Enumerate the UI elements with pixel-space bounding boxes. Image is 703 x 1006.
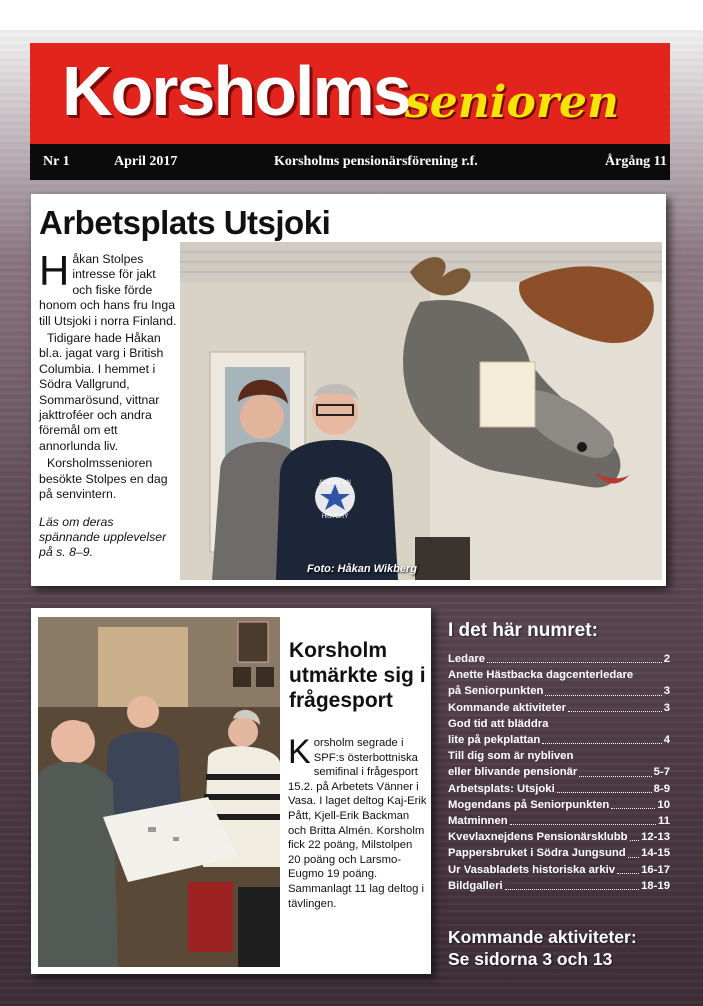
- feature-dropcap: H: [39, 247, 70, 294]
- upcoming-activities-note: [448, 926, 678, 970]
- toc-item[interactable]: på Seniorpunkten 3: [448, 685, 670, 698]
- toc-item[interactable]: Pappersbruket i Södra Jungsund 14-15: [448, 847, 670, 860]
- shirt-text-bottom: HISTORY: [321, 514, 349, 520]
- quiz-title: Korsholm utmärkte sig i frågesport: [289, 639, 426, 712]
- issue-info-bar: [30, 144, 670, 180]
- quiz-dropcap: K: [288, 733, 311, 771]
- toc-item[interactable]: Matminnen 11: [448, 815, 670, 828]
- issue-date: April 2017: [114, 154, 178, 169]
- masthead-subtitle: senioren: [405, 77, 619, 128]
- feature-paragraph-3: Korsholmssenioren besökte Stolpes en dag på senvintern.: [39, 456, 168, 502]
- quiz-body: orsholm segrade i SPF:s österbottniska semifinal i frågesport 15.2. på Arbetets Vänner i Vasa. I laget deltog Kaj-Erik Pått, Kjell-Erik Backman och Britta Almén. Korsholm fick 22 poäng, Milstolpen 20 poäng och Larsmo-Eugmo 19 poäng. Sammanlagt 11 lag deltog i tävlingen.: [288, 737, 427, 910]
- volume: Årgång 11: [605, 154, 667, 169]
- toc-item[interactable]: Mogendans på Seniorpunkten 10: [448, 798, 670, 811]
- feature-photo: [180, 242, 662, 580]
- photo-credit: Foto: Håkan Wikberg: [307, 563, 417, 575]
- toc-item-line[interactable]: Till dig som är nybliven: [448, 750, 574, 763]
- upcoming-activities-pages: Se sidorna 3 och 13: [448, 949, 613, 969]
- toc-item[interactable]: Arbetsplats: Utsjoki 8-9: [448, 782, 670, 795]
- quiz-photo-illustration: [38, 617, 280, 967]
- toc-item[interactable]: Kommande aktiviteter 3: [448, 701, 670, 714]
- page-top-margin: [0, 0, 703, 30]
- masthead-title: Korsholms: [62, 52, 410, 130]
- masthead-banner: [30, 43, 670, 144]
- toc-item[interactable]: eller blivande pensionär 5-7: [448, 766, 670, 779]
- table-of-contents: [448, 620, 670, 894]
- feature-paragraph-2: Tidigare hade Håkan bl.a. jagat varg i British Columbia. I hemmet i Södra Vallgrund, Sommarösund, vittnar jakttroféer och andra föremål om ett annorlunda liv.: [39, 331, 164, 453]
- upcoming-activities-heading: Kommande aktiviteter:: [448, 927, 637, 947]
- toc-item-line[interactable]: Anette Hästbacka dagcenterledare: [448, 669, 634, 682]
- toc-item[interactable]: Bildgalleri 18-19: [448, 879, 670, 892]
- publisher: Korsholms pensionärsförening r.f.: [274, 154, 478, 169]
- quiz-photo: [38, 617, 280, 967]
- quiz-article: [31, 608, 431, 974]
- toc-heading: I det här numret:: [448, 620, 598, 641]
- toc-item[interactable]: Ur Vasabladets historiska arkiv 16-17: [448, 863, 670, 876]
- shirt-text-top: AMERICAN: [319, 480, 351, 486]
- feature-article: [31, 194, 666, 586]
- feature-teaser: Läs om deras spännande upplevelser på s. 8–9.: [39, 514, 167, 560]
- toc-item[interactable]: Kvevlaxnejdens Pensionärsklubb 12-13: [448, 831, 670, 844]
- masthead: [30, 43, 670, 180]
- feature-text: [39, 247, 177, 563]
- feature-photo-illustration: [180, 242, 662, 580]
- toc-item[interactable]: Ledare 2: [448, 653, 670, 665]
- issue-number: Nr 1: [43, 154, 70, 169]
- feature-paragraph-1: åkan Stolpes intresse för jakt och fiske förde honom och hans fru Inga till Utsjoki i norra Finland.: [39, 252, 177, 328]
- quiz-text: [288, 733, 428, 911]
- toc-item-line[interactable]: God tid att bläddra: [448, 717, 549, 730]
- toc-item[interactable]: lite på pekplattan 4: [448, 734, 670, 747]
- feature-title: Arbetsplats Utsjoki: [39, 204, 331, 241]
